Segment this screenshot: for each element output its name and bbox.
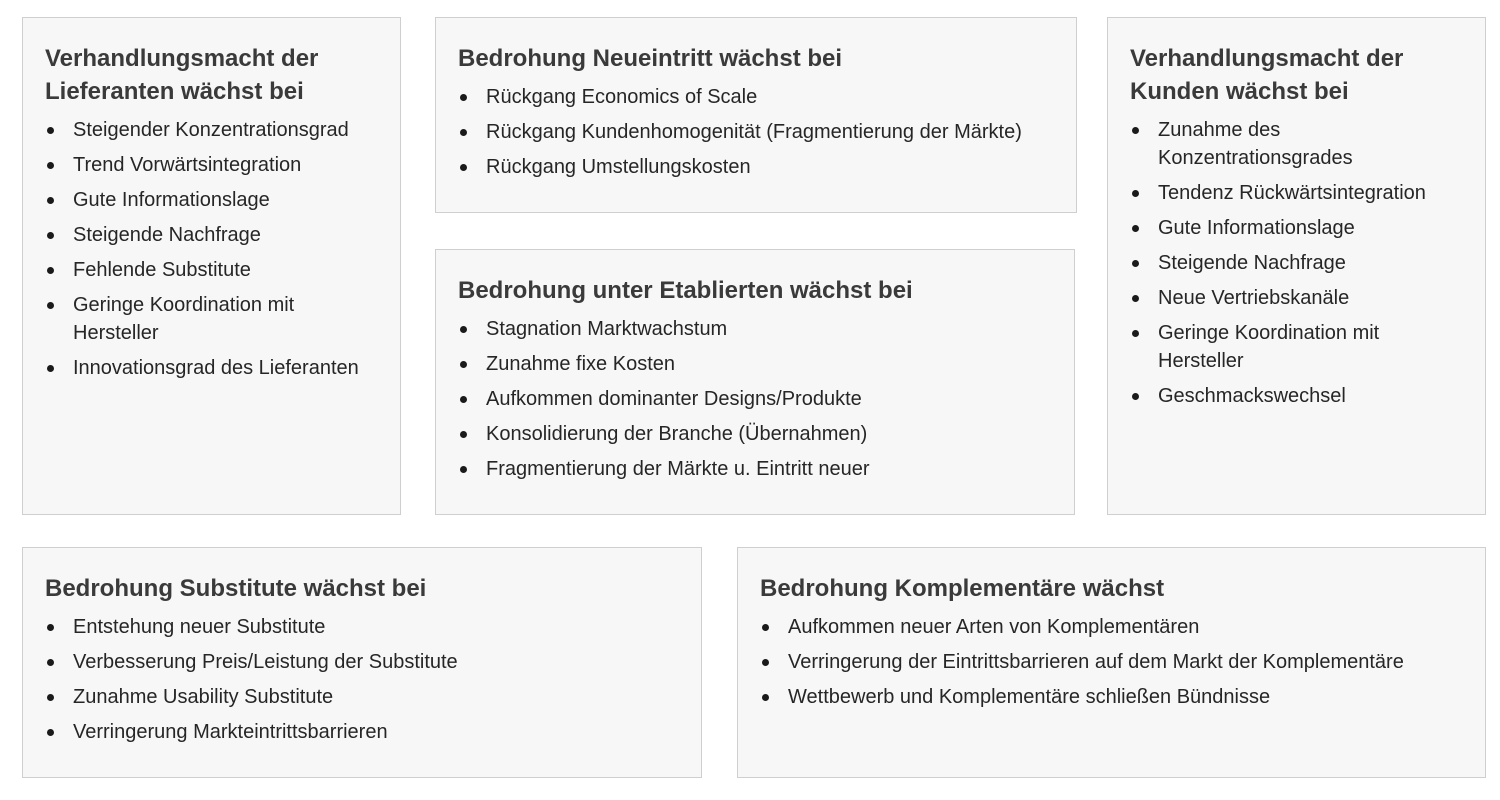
bullet-list [45,613,681,746]
box-title: Verhandlungsmacht der Lieferanten wächst bei [45,45,319,105]
list-item: Rückgang Umstellungskosten [458,153,1056,181]
bullet-icon [47,197,54,204]
box-substitutes [22,547,702,778]
list-item: Trend Vorwärtsintegration [45,151,380,179]
bullet-icon [47,127,54,134]
list-item: Fehlende Substitute [45,256,380,284]
list-item: Rückgang Economics of Scale [458,83,1056,111]
list-item: Stagnation Marktwachstum [458,315,1054,343]
bullet-icon [460,164,467,171]
bullet-icon [47,624,54,631]
list-item: Verbesserung Preis/Leistung der Substitute [45,648,681,676]
list-item: Steigende Nachfrage [45,221,380,249]
bullet-icon [1132,393,1139,400]
bullet-icon [47,162,54,169]
box-title: Bedrohung Neueintritt wächst bei [458,45,843,72]
list-item: Gute Informationslage [1130,214,1465,242]
list-item: Steigende Nachfrage [1130,249,1465,277]
box-rivalry [435,249,1075,515]
bullet-icon [460,466,467,473]
bullet-icon [1132,260,1139,267]
list-item: Konsolidierung der Branche (Übernahmen) [458,420,1054,448]
box-title: Bedrohung Substitute wächst bei [45,575,427,602]
box-supplier-power [22,17,401,515]
list-item: Verringerung Markteintrittsbarrieren [45,718,681,746]
list-item: Geschmackswechsel [1130,382,1465,410]
bullet-icon [762,694,769,701]
box-complements [737,547,1486,778]
bullet-list [760,613,1465,711]
bullet-icon [460,326,467,333]
bullet-icon [460,129,467,136]
bullet-icon [1132,330,1139,337]
list-item: Zunahme Usability Substitute [45,683,681,711]
list-item: Innovationsgrad des Lieferanten [45,354,380,382]
bullet-icon [47,267,54,274]
bullet-list [45,116,380,382]
bullet-icon [460,431,467,438]
bullet-icon [47,232,54,239]
box-title: Bedrohung Komplementäre wächst [760,575,1165,602]
list-item: Verringerung der Eintrittsbarrieren auf dem Markt der Komplementäre [760,648,1465,676]
list-item: Wettbewerb und Komplementäre schließen Bündnisse [760,683,1465,711]
box-title: Bedrohung unter Etablierten wächst bei [458,277,913,304]
list-item: Fragmentierung der Märkte u. Eintritt neuer [458,455,1054,483]
box-title: Verhandlungsmacht der Kunden wächst bei [1130,45,1404,105]
bullet-icon [460,361,467,368]
box-buyer-power [1107,17,1486,515]
list-item: Aufkommen neuer Arten von Komplementären [760,613,1465,641]
bullet-icon [460,396,467,403]
list-item: Entstehung neuer Substitute [45,613,681,641]
list-item: Aufkommen dominanter Designs/Produkte [458,385,1054,413]
bullet-icon [460,94,467,101]
bullet-icon [47,302,54,309]
bullet-icon [1132,190,1139,197]
bullet-icon [762,624,769,631]
bullet-list [1130,116,1465,410]
bullet-icon [1132,127,1139,134]
list-item: Gute Informationslage [45,186,380,214]
bullet-icon [47,659,54,666]
bullet-icon [1132,295,1139,302]
list-item: Geringe Koordination mit Hersteller [45,291,380,347]
list-item: Zunahme des Konzentrationsgrades [1130,116,1465,172]
bullet-icon [47,365,54,372]
list-item: Neue Vertriebskanäle [1130,284,1465,312]
list-item: Tendenz Rückwärtsintegration [1130,179,1465,207]
bullet-icon [1132,225,1139,232]
list-item: Rückgang Kundenhomogenität (Fragmentierung der Märkte) [458,118,1056,146]
list-item: Geringe Koordination mit Hersteller [1130,319,1465,375]
bullet-icon [47,729,54,736]
bullet-list [458,83,1056,181]
list-item: Steigender Konzentrationsgrad [45,116,380,144]
bullet-icon [762,659,769,666]
bullet-icon [47,694,54,701]
list-item: Zunahme fixe Kosten [458,350,1054,378]
bullet-list [458,315,1054,483]
box-new-entrants [435,17,1077,213]
